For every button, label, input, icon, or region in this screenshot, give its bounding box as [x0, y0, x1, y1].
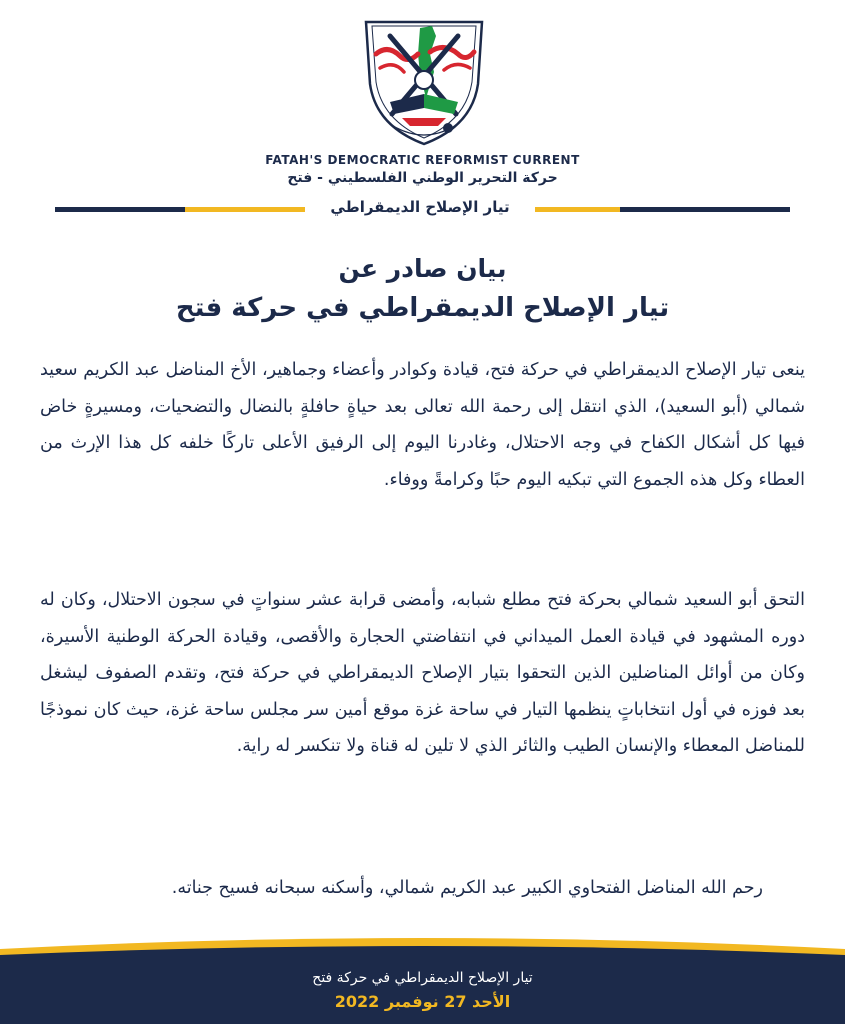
statement-title-line1: بيان صادر عن — [338, 254, 507, 283]
divider-left-gold — [185, 207, 305, 212]
org-name-english: FATAH'S DEMOCRATIC REFORMIST CURRENT — [265, 153, 580, 167]
footer-org-name: تيار الإصلاح الديمقراطي في حركة فتح — [312, 970, 533, 986]
statement-paragraph-2: التحق أبو السعيد شمالي بحركة فتح مطلع شبابه، وأمضى قرابة عشر سنواتٍ في سجون الاحتلال، وكان له دوره المشهود في قيادة العمل الميداني في انتفاضتي الحجارة والأقصى، وقيادة الحركة الوطنية الأسيرة، وكان من أوائل المناضلين الذين التحقوا بتيار الإصلاح الديمقراطي في حركة فتح، وتقدم الصفوف ليشغل بعد فوزه في أول انتخاباتٍ ينظمها التيار في ساحة غزة موقع أمين سر مجلس ساحة غزة، حيث كان نموذجًا للمناضل المعطاء والإنسان الطيب والثائر الذي لا تلين له قناة ولا تنكسر له راية. — [40, 590, 805, 756]
fatah-emblem-icon — [360, 14, 488, 148]
divider-right-navy — [620, 207, 790, 212]
statement-closing: رحم الله المناضل الفتحاوي الكبير عبد الكريم شمالي، وأسكنه سبحانه فسيح جناته. — [171, 878, 763, 898]
current-name-label: تيار الإصلاح الديمقراطي — [330, 198, 510, 216]
statement-paragraph-1: ينعى تيار الإصلاح الديمقراطي في حركة فتح، قيادة وكوادر وأعضاء وجماهير، الأخ المناضل عبد الكريم سعيد شمالي (أبو السعيد)، الذي انتقل إلى رحمة الله تعالى بعد حياةٍ حافلةٍ بالنضال والتضحيات، ومسيرةٍ خاض فيها كل أشكال الكفاح في وجه الاحتلال، وغادرنا اليوم إلى الرفيق الأعلى تاركًا خلفه كل هذا الإرث من العطاء وكل هذه الجموع التي تبكيه اليوم حبًا وكرامةً ووفاء. — [40, 360, 805, 490]
statement-title — [0, 250, 845, 328]
statement-title-line2: تيار الإصلاح الديمقراطي في حركة فتح — [175, 293, 670, 323]
org-name-arabic: حركة التحرير الوطني الفلسطيني - فتح — [287, 170, 558, 186]
divider-right-gold — [535, 207, 620, 212]
footer-date: الأحد 27 نوفمبر 2022 — [334, 992, 511, 1011]
divider-left-navy — [55, 207, 185, 212]
